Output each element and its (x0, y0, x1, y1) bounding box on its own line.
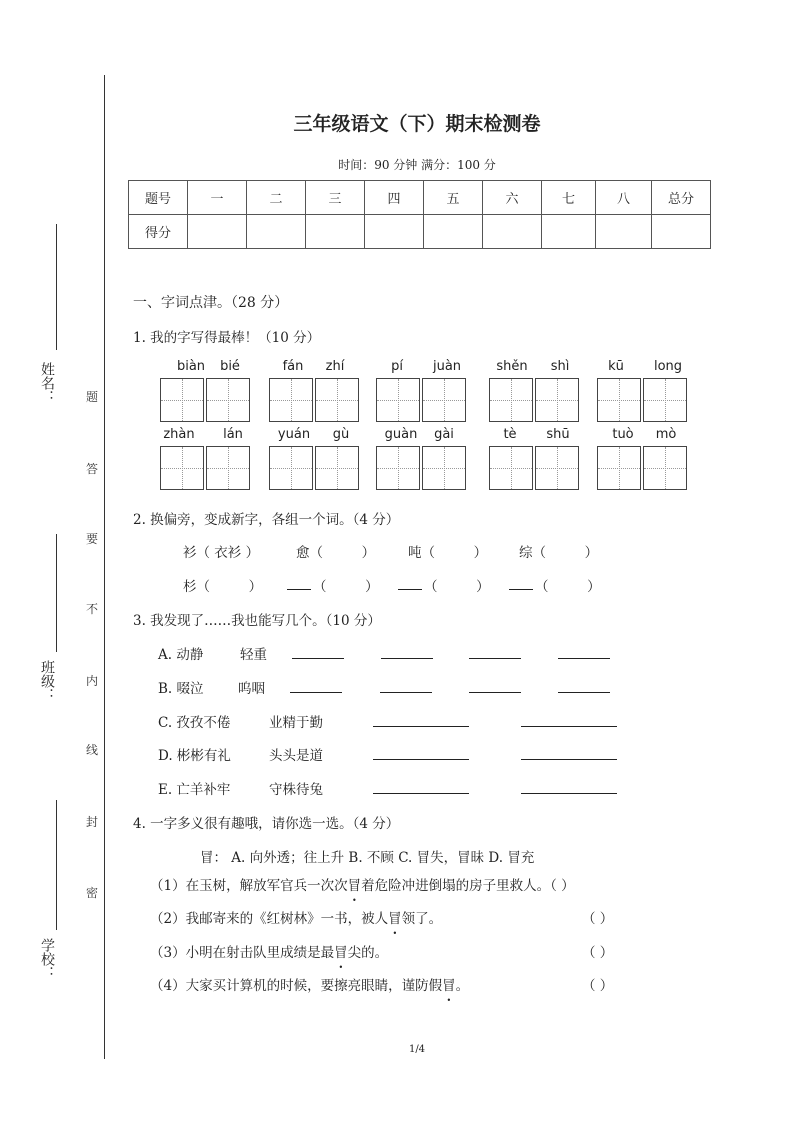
score-cell[interactable] (652, 215, 711, 249)
exam-info: 时间：90 分钟 满分：100 分 (338, 158, 496, 172)
seal-char: 不 (86, 602, 99, 616)
answer-blank[interactable] (558, 692, 610, 693)
table-cell: 三 (306, 181, 365, 215)
pinyin: lán (223, 427, 243, 442)
writing-box[interactable] (206, 378, 250, 422)
page-title: 三年级语文（下）期末检测卷 (293, 113, 541, 135)
name-field[interactable] (56, 224, 57, 350)
item-word: 守株待兔 (269, 782, 323, 798)
pinyin: tuò (612, 427, 634, 442)
pinyin: zhàn (163, 427, 195, 442)
table-cell: 一 (188, 181, 247, 215)
table-row (129, 181, 711, 215)
pinyin: gài (434, 427, 454, 442)
sentence-text: 。 (455, 978, 470, 994)
question-title: 3. 我发现了……我也能写几个。（10 分） (133, 613, 381, 629)
radical-item: 吨（ ） (408, 545, 488, 561)
key-char: 冒 (334, 945, 348, 961)
answer-blank[interactable] (509, 589, 533, 590)
writing-box[interactable] (597, 378, 641, 422)
score-cell[interactable] (542, 215, 596, 249)
writing-box[interactable] (535, 378, 579, 422)
question-title: 4. 一字多义很有趣哦，请你选一选。（4 分） (133, 816, 400, 832)
item-word: 轻重 (240, 647, 267, 663)
radical-item: 衫（ 衣衫 ） (183, 545, 260, 561)
writing-box[interactable] (643, 378, 687, 422)
table-cell: 四 (365, 181, 424, 215)
table-cell: 六 (483, 181, 542, 215)
writing-box[interactable] (643, 446, 687, 490)
pinyin: long (653, 359, 683, 374)
sentence-text: （3）小明在射击队里成绩是最 (150, 945, 335, 961)
section-heading: 一、字词点津。（28 分） (133, 295, 289, 311)
radical-item: （ ） (424, 579, 490, 595)
answer-blank[interactable] (469, 692, 521, 693)
pinyin: bié (220, 359, 240, 374)
key-char: 冒 (347, 878, 362, 894)
sentence (150, 941, 388, 961)
answer-blank[interactable] (469, 658, 521, 659)
binding-line (104, 75, 105, 1059)
answer-paren[interactable]: （ ） (582, 978, 614, 994)
sentence-text: 尖的。 (347, 945, 389, 961)
item-label: C. 孜孜不倦 (158, 715, 231, 731)
sentence (150, 907, 442, 927)
writing-box[interactable] (376, 378, 420, 422)
answer-blank[interactable] (290, 692, 342, 693)
score-cell[interactable] (483, 215, 542, 249)
item-label: B. 啜泣 (158, 681, 204, 697)
writing-box[interactable] (597, 446, 641, 490)
table-cell: 八 (596, 181, 652, 215)
pinyin: guàn (384, 427, 418, 442)
pinyin: shū (546, 427, 570, 442)
answer-blank[interactable] (381, 658, 433, 659)
writing-box[interactable] (376, 446, 420, 490)
item-label: D. 彬彬有礼 (158, 748, 231, 764)
pinyin: gù (332, 427, 350, 442)
radical-item: 综（ ） (519, 545, 599, 561)
writing-box[interactable] (269, 446, 313, 490)
class-field[interactable] (56, 534, 57, 652)
seal-char: 封 (86, 815, 99, 829)
answer-paren[interactable]: （ ） (582, 945, 614, 961)
page-number: 1/4 (408, 1044, 426, 1055)
answer-blank[interactable] (287, 589, 311, 590)
sentence-text: （4）大家买计算机的时候，要擦亮眼睛，谨防假 (150, 978, 443, 994)
writing-box[interactable] (315, 446, 359, 490)
item-word: 呜咽 (238, 681, 265, 697)
writing-box[interactable] (489, 378, 533, 422)
school-field[interactable] (56, 800, 57, 930)
question-title: 1. 我的字写得最棒！（10 分） (133, 330, 321, 346)
item-word: 业精于勤 (269, 715, 323, 731)
key-char: 冒 (442, 978, 456, 994)
pinyin: juàn (432, 359, 462, 374)
key-char: 冒 (388, 911, 402, 927)
sentence-text: （2）我邮寄来的《红树林》一书，被人 (150, 911, 389, 927)
score-cell[interactable] (365, 215, 424, 249)
item-word: 头头是道 (269, 748, 323, 764)
answer-blank[interactable] (373, 793, 469, 794)
answer-blank[interactable] (558, 658, 610, 659)
score-cell[interactable] (188, 215, 247, 249)
answer-blank[interactable] (373, 726, 469, 727)
writing-box[interactable] (206, 446, 250, 490)
answer-blank[interactable] (521, 726, 617, 727)
school-label: 学校： (39, 938, 55, 980)
radical-item: 愈（ ） (296, 545, 376, 561)
score-table (128, 180, 711, 249)
pinyin: fán (282, 359, 304, 374)
table-cell: 五 (424, 181, 483, 215)
seal-char: 线 (86, 743, 99, 757)
seal-char: 内 (86, 674, 99, 688)
pinyin: yuán (277, 427, 311, 442)
radical-item: （ ） (535, 579, 601, 595)
seal-char: 密 (86, 886, 99, 900)
sentence (150, 974, 469, 994)
pinyin: zhí (325, 359, 345, 374)
sentence-text: 着危险冲进倒塌的房子里救人。（ ） (361, 878, 575, 894)
pinyin: shěn (496, 359, 528, 374)
answer-blank[interactable] (521, 759, 617, 760)
item-label: E. 亡羊补牢 (158, 782, 231, 798)
seal-char: 要 (86, 532, 99, 546)
sentence-text: （1）在玉树，解放军官兵一次次 (150, 878, 348, 894)
answer-paren[interactable]: （ ） (582, 911, 614, 927)
writing-box[interactable] (489, 446, 533, 490)
answer-blank[interactable] (373, 759, 469, 760)
writing-box[interactable] (422, 378, 466, 422)
score-cell[interactable] (247, 215, 306, 249)
writing-box[interactable] (160, 446, 204, 490)
name-label: 姓名： (39, 362, 55, 404)
pinyin: kū (608, 359, 624, 374)
answer-blank[interactable] (292, 658, 344, 659)
answer-blank[interactable] (398, 589, 422, 590)
sentence (150, 874, 575, 894)
table-cell: 二 (247, 181, 306, 215)
sentence-text: 领了。 (401, 911, 443, 927)
pinyin: mò (655, 427, 677, 442)
pinyin: shì (550, 359, 570, 374)
pinyin: tè (503, 427, 517, 442)
table-row (129, 215, 711, 249)
meaning-options: 冒： A. 向外透；往上升 B. 不顾 C. 冒失，冒昧 D. 冒充 (200, 850, 535, 866)
radical-item: 杉（ ） (183, 579, 263, 595)
item-label: A. 动静 (158, 647, 204, 663)
writing-box[interactable] (315, 378, 359, 422)
class-label: 班级： (39, 660, 55, 702)
table-cell: 得分 (129, 215, 188, 249)
writing-box[interactable] (422, 446, 466, 490)
table-cell: 总分 (652, 181, 711, 215)
seal-char: 题 (86, 390, 99, 404)
writing-box[interactable] (535, 446, 579, 490)
writing-box[interactable] (160, 378, 204, 422)
score-cell[interactable] (306, 215, 365, 249)
table-cell: 七 (542, 181, 596, 215)
radical-item: （ ） (313, 579, 379, 595)
question-title: 2. 换偏旁，变成新字，各组一个词。（4 分） (133, 512, 400, 528)
writing-box[interactable] (269, 378, 313, 422)
answer-blank[interactable] (521, 793, 617, 794)
pinyin: pí (391, 359, 403, 374)
pinyin: biàn (176, 359, 206, 374)
score-cell[interactable] (424, 215, 483, 249)
table-cell: 题号 (129, 181, 188, 215)
answer-blank[interactable] (380, 692, 432, 693)
seal-char: 答 (86, 462, 99, 476)
score-cell[interactable] (596, 215, 652, 249)
